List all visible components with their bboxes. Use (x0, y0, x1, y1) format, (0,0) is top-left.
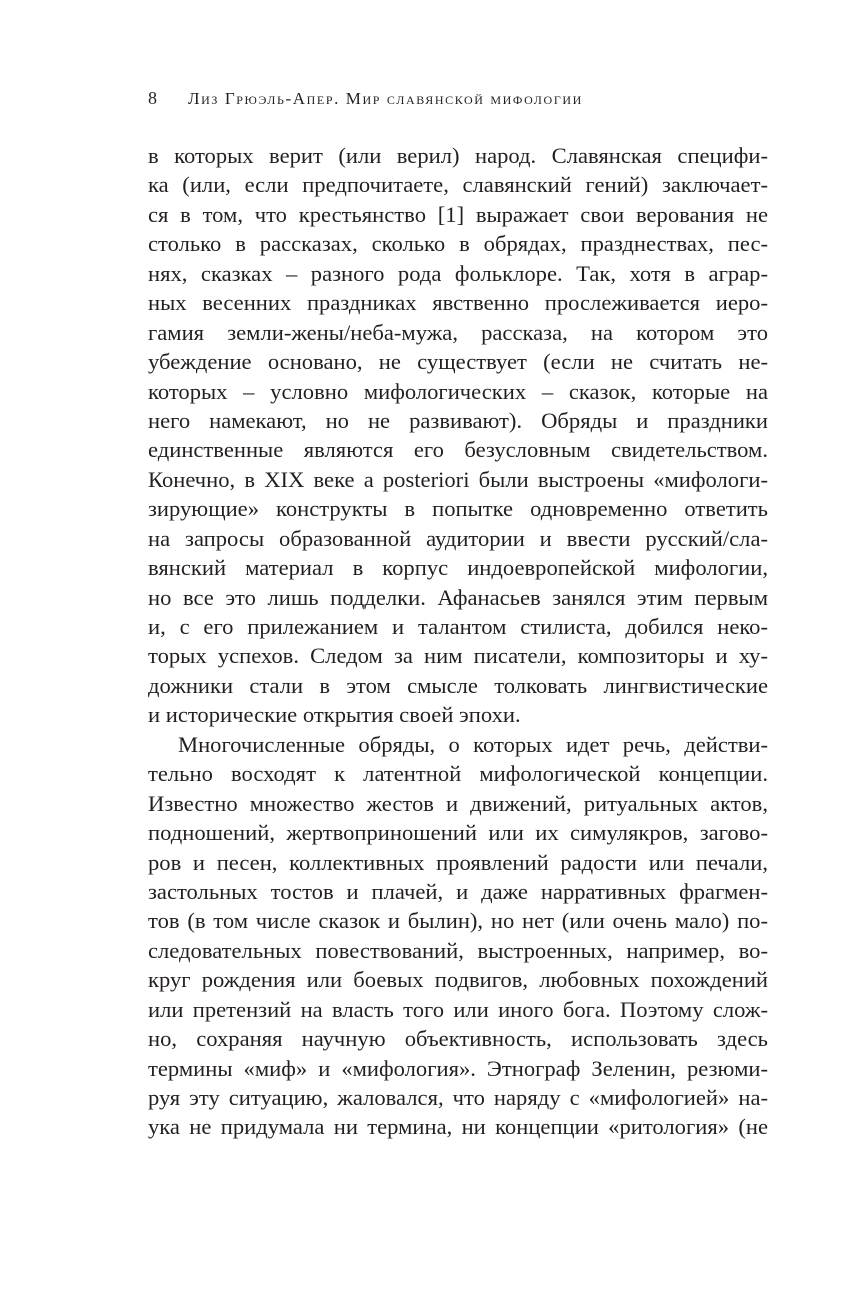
text-line: и, с его прилежанием и талантом стилиста, добился неко- (148, 614, 768, 639)
text-line: которых – условно мифологических – сказок, которые на (148, 378, 768, 404)
text-line: руя эту ситуацию, жаловался, что наряду с «мифологией» на- (148, 1085, 768, 1110)
running-title: Лиз Грюэль-Апер. Мир славянской мифологии (188, 89, 583, 108)
page-number: 8 (148, 88, 157, 108)
text-line: зирующие» конструкты в попытке одновременно ответить (148, 496, 768, 522)
text-line: ука не придумала ни термина, ни концепции «ритология» (не (148, 1114, 768, 1140)
text-line: термины «миф» и «мифология». Этнограф Зеленин, резюми- (148, 1055, 768, 1081)
text-line: убеждение основано, не существует (если не считать не- (148, 349, 768, 375)
text-line: Известно множество жестов и движений, ритуальных актов, (148, 790, 768, 816)
text-line: дожники стали в этом смысле толковать лингвистические (148, 672, 768, 698)
text-line: Многочисленные обряды, о которых идет речь, действи- (178, 731, 768, 757)
paragraph-1 (148, 141, 768, 730)
text-line: но все это лишь подделки. Афанасьев занялся этим первым (148, 584, 768, 610)
text-line: застольных тостов и плачей, и даже нарративных фрагмен- (148, 878, 768, 904)
text-line: ся в том, что крестьянство [1] выражает свои верования не (148, 201, 768, 227)
text-line: ров и песен, коллективных проявлений радости или печали, (148, 849, 768, 875)
text-line: тов (в том числе сказок и былин), но нет (или очень мало) по- (148, 908, 768, 934)
paragraph-2 (148, 730, 768, 1142)
text-line: или претензий на власть того или иного бога. Поэтому слож- (148, 996, 768, 1022)
text-line: и исторические открытия своей эпохи. (148, 702, 521, 728)
text-line: тельно восходят к латентной мифологической концепции. (148, 761, 768, 787)
text-line: на запросы образованной аудитории и ввести русский/сла- (148, 525, 768, 551)
text-line: Конечно, в XIX веке a posteriori были выстроены «мифологи- (148, 466, 768, 492)
text-line: столько в рассказах, сколько в обрядах, празднествах, пес- (148, 231, 768, 257)
text-line: вянский материал в корпус индоевропейской мифологии, (148, 555, 768, 581)
text-line: торых успехов. Следом за ним писатели, композиторы и ху- (148, 643, 768, 669)
text-line: ных весенних праздниках явственно прослеживается иеро- (148, 290, 768, 316)
text-line: но, сохраняя научную объективность, использовать здесь (148, 1026, 768, 1052)
text-line: ка (или, если предпочитаете, славянский гений) заключает- (148, 172, 768, 198)
text-line: в которых верит (или верил) народ. Славянская специфи- (148, 143, 768, 168)
text-line: круг рождения или боевых подвигов, любовных похождений (148, 967, 768, 993)
text-line: нях, сказках – разного рода фольклоре. Так, хотя в аграр- (148, 260, 768, 286)
text-line: единственные являются его безусловным свидетельством. (148, 437, 768, 463)
text-line: подношений, жертвоприношений или их симулякров, загово- (148, 820, 768, 846)
body-text (148, 141, 768, 1142)
running-header (148, 88, 768, 114)
text-line: следовательных повествований, выстроенных, например, во- (148, 937, 768, 963)
text-line: гамия земли-жены/неба-мужа, рассказа, на котором это (148, 319, 768, 345)
text-line: него намекают, но не развивают). Обряды и праздники (148, 407, 768, 433)
